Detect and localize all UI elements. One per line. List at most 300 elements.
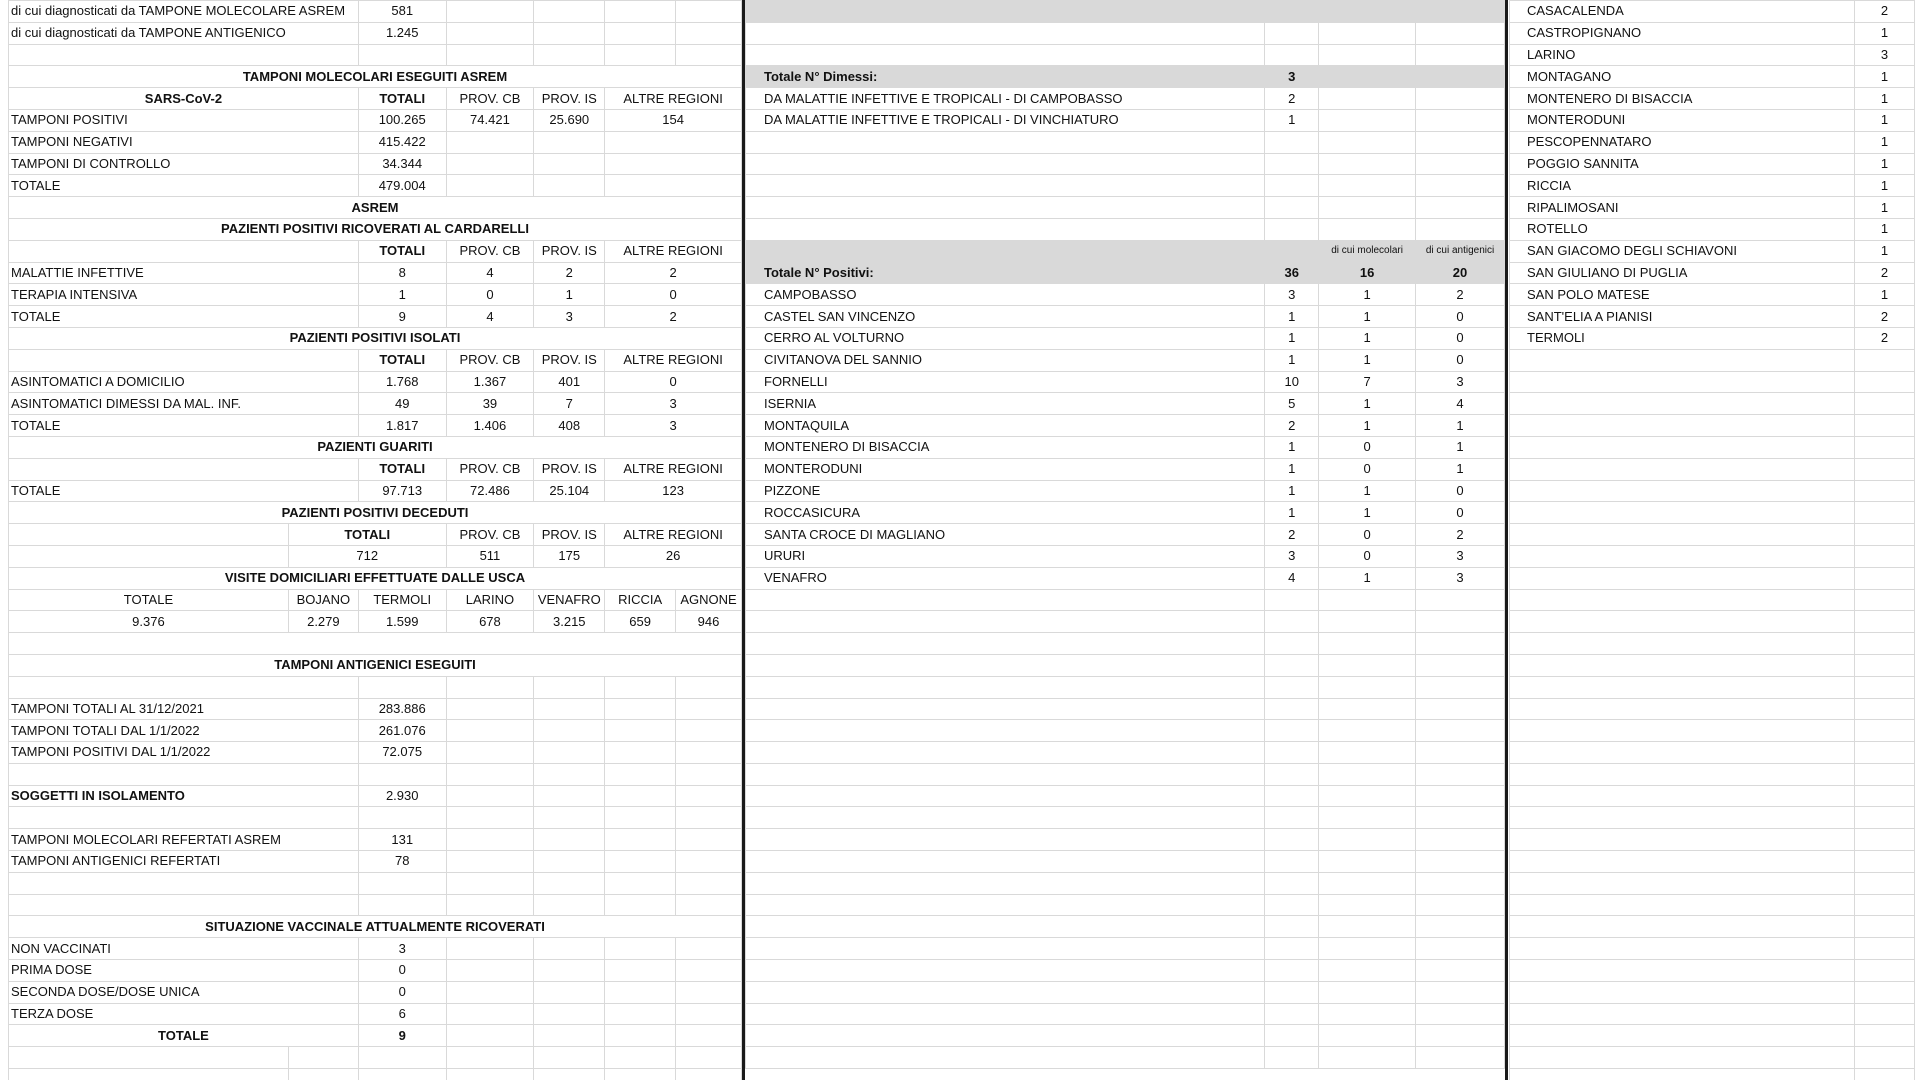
row-value: 131 xyxy=(358,829,446,851)
col-header: TOTALI xyxy=(358,88,446,110)
table-row xyxy=(9,960,742,982)
table-header-row xyxy=(9,589,742,611)
row-value: 3 xyxy=(358,938,446,960)
comune-value: 2 xyxy=(1855,262,1915,284)
row-label: TAMPONI TOTALI DAL 1/1/2022 xyxy=(9,720,359,742)
cell-antigenici: 3 xyxy=(1416,567,1505,589)
table-row xyxy=(1510,109,1915,131)
table-header-row xyxy=(9,524,742,546)
comune-name: VENAFRO xyxy=(746,567,1265,589)
cell-value: 3.215 xyxy=(534,611,605,633)
section-title-guariti: PAZIENTI GUARITI xyxy=(9,436,742,458)
cell-prov-is: 3 xyxy=(534,306,605,328)
row-value: 78 xyxy=(358,851,446,873)
cell-prov-is: 175 xyxy=(534,545,605,567)
row-label: TERAPIA INTENSIVA xyxy=(9,284,359,306)
positivi-label: Totale N° Positivi: xyxy=(746,262,1265,284)
cell-prov-cb: 0 xyxy=(446,284,534,306)
cell-altre-regioni: 0 xyxy=(605,371,742,393)
table-row xyxy=(1510,284,1915,306)
table-row xyxy=(1510,306,1915,328)
comune-value: 2 xyxy=(1855,1,1915,23)
row-label: TOTALE xyxy=(9,480,359,502)
row-label: TAMPONI POSITIVI xyxy=(9,109,359,131)
section-title-vaccinale: SITUAZIONE VACCINALE ATTUALMENTE RICOVERATI xyxy=(9,916,742,938)
col-header: TOTALE xyxy=(9,589,289,611)
table-row xyxy=(9,720,742,742)
row-label: TOTALE xyxy=(9,306,359,328)
comune-value: 1 xyxy=(1855,197,1915,219)
cell-prov-is: 25.690 xyxy=(534,109,605,131)
table-row xyxy=(9,22,742,44)
table-row xyxy=(1510,131,1915,153)
comune-name: CERRO AL VOLTURNO xyxy=(746,327,1265,349)
cell-antigenici: 0 xyxy=(1416,349,1505,371)
section-title-asrem: ASREM xyxy=(9,197,742,219)
cell-value: 678 xyxy=(446,611,534,633)
col-header: ALTRE REGIONI xyxy=(605,88,742,110)
cell-altre-regioni: 2 xyxy=(605,262,742,284)
table-header-row xyxy=(9,88,742,110)
comune-name: CASTROPIGNANO xyxy=(1510,22,1855,44)
comune-name: SANTA CROCE DI MAGLIANO xyxy=(746,524,1265,546)
table-row xyxy=(9,785,742,807)
col-header: PROV. IS xyxy=(534,240,605,262)
col-header: PROV. IS xyxy=(534,458,605,480)
positivi-total-row xyxy=(746,262,1505,284)
row-label: ASINTOMATICI A DOMICILIO xyxy=(9,371,359,393)
table-row xyxy=(9,306,742,328)
table-header-row xyxy=(9,240,742,262)
col-header: PROV. CB xyxy=(446,458,534,480)
table-row xyxy=(9,371,742,393)
section-title-deceduti: PAZIENTI POSITIVI DECEDUTI xyxy=(9,502,742,524)
cell-value: 9.376 xyxy=(9,611,289,633)
col-header: PROV. IS xyxy=(534,524,605,546)
table-row xyxy=(746,524,1505,546)
table-row xyxy=(746,480,1505,502)
table-row xyxy=(746,545,1505,567)
col-header: PROV. IS xyxy=(534,349,605,371)
cell-molecolari: 1 xyxy=(1319,327,1416,349)
table-row xyxy=(9,131,742,153)
table-row xyxy=(746,284,1505,306)
row-label: DA MALATTIE INFETTIVE E TROPICALI - DI CAMPOBASSO xyxy=(746,88,1265,110)
cell-antigenici: 4 xyxy=(1416,393,1505,415)
row-label: TAMPONI ANTIGENICI REFERTATI xyxy=(9,851,359,873)
comune-name: SAN GIACOMO DEGLI SCHIAVONI xyxy=(1510,240,1855,262)
row-label: PRIMA DOSE xyxy=(9,960,359,982)
cell-altre-regioni xyxy=(605,153,742,175)
cell-prov-cb: 4 xyxy=(446,262,534,284)
cell-prov-is xyxy=(534,175,605,197)
row-value: 72.075 xyxy=(358,742,446,764)
row-value: 261.076 xyxy=(358,720,446,742)
col-header-molecolari: di cui molecolari xyxy=(1319,240,1416,262)
table-row xyxy=(746,567,1505,589)
row-label: NON VACCINATI xyxy=(9,938,359,960)
cell-prov-is xyxy=(534,131,605,153)
table-row xyxy=(9,742,742,764)
cell-total: 1 xyxy=(1265,349,1319,371)
table-row xyxy=(746,393,1505,415)
cell-prov-is: 7 xyxy=(534,393,605,415)
comune-name: TERMOLI xyxy=(1510,327,1855,349)
comune-name: LARINO xyxy=(1510,44,1855,66)
comune-value: 1 xyxy=(1855,240,1915,262)
cell-totali: 1.768 xyxy=(358,371,446,393)
table-row xyxy=(9,981,742,1003)
cell-altre-regioni: 123 xyxy=(605,480,742,502)
table-row xyxy=(9,284,742,306)
row-value: 581 xyxy=(358,1,446,23)
table-row xyxy=(746,327,1505,349)
cell-total: 1 xyxy=(1265,327,1319,349)
section-title-antigenici: TAMPONI ANTIGENICI ESEGUITI xyxy=(9,654,742,676)
cell-prov-cb: 74.421 xyxy=(446,109,534,131)
row-label: TAMPONI MOLECOLARI REFERTATI ASREM xyxy=(9,829,359,851)
cell-molecolari: 1 xyxy=(1319,284,1416,306)
row-value: 1 xyxy=(1265,109,1319,131)
comune-name: ROCCASICURA xyxy=(746,502,1265,524)
comune-name: ROTELLO xyxy=(1510,218,1855,240)
row-label: TAMPONI POSITIVI DAL 1/1/2022 xyxy=(9,742,359,764)
comune-name: MONTAGANO xyxy=(1510,66,1855,88)
positivi-total-antigenici: 20 xyxy=(1416,262,1505,284)
table-row xyxy=(9,1,742,23)
cell-prov-is: 408 xyxy=(534,415,605,437)
table-header-row xyxy=(9,458,742,480)
row-label: TAMPONI TOTALI AL 31/12/2021 xyxy=(9,698,359,720)
comune-name: CASTEL SAN VINCENZO xyxy=(746,306,1265,328)
comune-name: CIVITANOVA DEL SANNIO xyxy=(746,349,1265,371)
cell-prov-is: 2 xyxy=(534,262,605,284)
col-header: PROV. CB xyxy=(446,524,534,546)
row-label: TOTALE xyxy=(9,415,359,437)
cell-total: 3 xyxy=(1265,284,1319,306)
cell-molecolari: 1 xyxy=(1319,480,1416,502)
comune-value: 1 xyxy=(1855,22,1915,44)
table-row xyxy=(746,415,1505,437)
row-value: 9 xyxy=(358,1025,446,1047)
col-header: ALTRE REGIONI xyxy=(605,458,742,480)
section-subtitle: SARS-CoV-2 xyxy=(9,88,359,110)
cell-molecolari: 1 xyxy=(1319,306,1416,328)
cell-altre-regioni: 3 xyxy=(605,393,742,415)
cell-value: 946 xyxy=(676,611,742,633)
comune-value: 1 xyxy=(1855,131,1915,153)
table-row xyxy=(746,88,1505,110)
comune-name: MONTAQUILA xyxy=(746,415,1265,437)
comune-value: 2 xyxy=(1855,327,1915,349)
row-label: ASINTOMATICI DIMESSI DA MAL. INF. xyxy=(9,393,359,415)
row-value: 0 xyxy=(358,981,446,1003)
cell-antigenici: 0 xyxy=(1416,502,1505,524)
cell-antigenici: 1 xyxy=(1416,415,1505,437)
table-row xyxy=(746,306,1505,328)
table-row xyxy=(9,480,742,502)
cell-total: 2 xyxy=(1265,524,1319,546)
col-header: ALTRE REGIONI xyxy=(605,240,742,262)
table-row xyxy=(9,545,742,567)
comune-name: PIZZONE xyxy=(746,480,1265,502)
cell-value: 659 xyxy=(605,611,676,633)
row-value: 0 xyxy=(358,960,446,982)
table-row xyxy=(9,109,742,131)
table-row xyxy=(1510,327,1915,349)
cell-molecolari: 1 xyxy=(1319,349,1416,371)
cell-prov-is: 25.104 xyxy=(534,480,605,502)
cell-prov-cb: 72.486 xyxy=(446,480,534,502)
cell-altre-regioni xyxy=(605,175,742,197)
cell-totali: 415.422 xyxy=(358,131,446,153)
table-row xyxy=(1510,175,1915,197)
table-row xyxy=(1510,153,1915,175)
col-header: ALTRE REGIONI xyxy=(605,349,742,371)
cell-antigenici: 0 xyxy=(1416,327,1505,349)
table-row xyxy=(9,415,742,437)
cell-totali: 712 xyxy=(288,545,446,567)
cell-altre-regioni: 3 xyxy=(605,415,742,437)
cell-prov-cb: 1.406 xyxy=(446,415,534,437)
cell-antigenici: 0 xyxy=(1416,306,1505,328)
table-row xyxy=(9,262,742,284)
cell-total: 1 xyxy=(1265,502,1319,524)
comune-name: ISERNIA xyxy=(746,393,1265,415)
cell-antigenici: 2 xyxy=(1416,524,1505,546)
table-row xyxy=(1510,218,1915,240)
cell-total: 5 xyxy=(1265,393,1319,415)
cell-prov-is xyxy=(534,153,605,175)
table-row xyxy=(1510,44,1915,66)
cell-totali: 1 xyxy=(358,284,446,306)
cell-prov-cb xyxy=(446,153,534,175)
cell-total: 1 xyxy=(1265,480,1319,502)
table-header-row xyxy=(746,240,1505,262)
section-title-isolati: PAZIENTI POSITIVI ISOLATI xyxy=(9,327,742,349)
table-row xyxy=(9,829,742,851)
col-header: TERMOLI xyxy=(358,589,446,611)
cell-value: 2.279 xyxy=(288,611,358,633)
cell-total: 1 xyxy=(1265,306,1319,328)
table-row xyxy=(1510,88,1915,110)
comune-name: URURI xyxy=(746,545,1265,567)
comune-value: 1 xyxy=(1855,66,1915,88)
cell-totali: 9 xyxy=(358,306,446,328)
comune-value: 1 xyxy=(1855,175,1915,197)
dimessi-total-row xyxy=(746,66,1505,88)
cell-prov-cb xyxy=(446,131,534,153)
cell-altre-regioni xyxy=(605,131,742,153)
table-row xyxy=(9,938,742,960)
col-header: RICCIA xyxy=(605,589,676,611)
cell-altre-regioni: 154 xyxy=(605,109,742,131)
cell-totali: 49 xyxy=(358,393,446,415)
cell-antigenici: 1 xyxy=(1416,436,1505,458)
col-header: ALTRE REGIONI xyxy=(605,524,742,546)
cell-totali: 479.004 xyxy=(358,175,446,197)
cell-total: 1 xyxy=(1265,436,1319,458)
row-label: TAMPONI NEGATIVI xyxy=(9,131,359,153)
cell-value: 1.599 xyxy=(358,611,446,633)
cell-prov-cb: 39 xyxy=(446,393,534,415)
cell-antigenici: 3 xyxy=(1416,371,1505,393)
comune-value: 1 xyxy=(1855,284,1915,306)
row-label: di cui diagnosticati da TAMPONE ANTIGENICO xyxy=(9,22,359,44)
row-value: 1.245 xyxy=(358,22,446,44)
comune-name: FORNELLI xyxy=(746,371,1265,393)
col-header: TOTALI xyxy=(358,458,446,480)
cell-prov-is: 1 xyxy=(534,284,605,306)
table-row xyxy=(746,502,1505,524)
cell-totali: 34.344 xyxy=(358,153,446,175)
section-title-ricoverati: PAZIENTI POSITIVI RICOVERATI AL CARDARELLI xyxy=(9,218,742,240)
comune-name: RIPALIMOSANI xyxy=(1510,197,1855,219)
table-row xyxy=(9,611,742,633)
comune-name: MONTENERO DI BISACCIA xyxy=(746,436,1265,458)
right-report-table xyxy=(1509,0,1915,1080)
row-label: TOTALE xyxy=(9,1025,359,1047)
table-row xyxy=(746,349,1505,371)
table-row xyxy=(9,698,742,720)
cell-molecolari: 1 xyxy=(1319,567,1416,589)
table-row xyxy=(1510,262,1915,284)
table-row xyxy=(746,109,1505,131)
cell-antigenici: 1 xyxy=(1416,458,1505,480)
middle-report-panel xyxy=(745,0,1505,1080)
table-row xyxy=(1510,240,1915,262)
right-report-panel xyxy=(1509,0,1917,1080)
left-report-table xyxy=(8,0,742,1080)
cell-totali: 1.817 xyxy=(358,415,446,437)
comune-name: SAN GIULIANO DI PUGLIA xyxy=(1510,262,1855,284)
section-title-usca: VISITE DOMICILIARI EFFETTUATE DALLE USCA xyxy=(9,567,742,589)
table-row xyxy=(9,851,742,873)
cell-molecolari: 7 xyxy=(1319,371,1416,393)
positivi-total: 36 xyxy=(1265,262,1319,284)
col-header: PROV. IS xyxy=(534,88,605,110)
table-row xyxy=(1510,22,1915,44)
table-row xyxy=(746,371,1505,393)
row-label: MALATTIE INFETTIVE xyxy=(9,262,359,284)
cell-totali: 8 xyxy=(358,262,446,284)
table-row xyxy=(1510,1,1915,23)
cell-antigenici: 2 xyxy=(1416,284,1505,306)
col-header: PROV. CB xyxy=(446,240,534,262)
left-report-panel xyxy=(8,0,742,1080)
table-row xyxy=(9,153,742,175)
cell-prov-cb: 511 xyxy=(446,545,534,567)
cell-molecolari: 1 xyxy=(1319,415,1416,437)
col-header: PROV. CB xyxy=(446,88,534,110)
cell-total: 3 xyxy=(1265,545,1319,567)
row-label: SOGGETTI IN ISOLAMENTO xyxy=(9,785,359,807)
row-label: TAMPONI DI CONTROLLO xyxy=(9,153,359,175)
comune-name: MONTENERO DI BISACCIA xyxy=(1510,88,1855,110)
table-header-row xyxy=(9,349,742,371)
comune-name: SANT'ELIA A PIANISI xyxy=(1510,306,1855,328)
middle-report-table xyxy=(745,0,1505,1069)
col-header: AGNONE xyxy=(676,589,742,611)
cell-molecolari: 0 xyxy=(1319,436,1416,458)
cell-totali: 100.265 xyxy=(358,109,446,131)
comune-name: MONTERODUNI xyxy=(746,458,1265,480)
comune-value: 1 xyxy=(1855,218,1915,240)
col-header-antigenici: di cui antigenici xyxy=(1416,240,1505,262)
cell-altre-regioni: 26 xyxy=(605,545,742,567)
cell-molecolari: 1 xyxy=(1319,393,1416,415)
cell-total: 10 xyxy=(1265,371,1319,393)
row-label: TERZA DOSE xyxy=(9,1003,359,1025)
cell-altre-regioni: 2 xyxy=(605,306,742,328)
col-header: LARINO xyxy=(446,589,534,611)
table-row xyxy=(9,1003,742,1025)
cell-molecolari: 0 xyxy=(1319,524,1416,546)
row-value: 2 xyxy=(1265,88,1319,110)
cell-antigenici: 0 xyxy=(1416,480,1505,502)
comune-value: 1 xyxy=(1855,88,1915,110)
cell-molecolari: 0 xyxy=(1319,545,1416,567)
cell-totali: 97.713 xyxy=(358,480,446,502)
row-value: 2.930 xyxy=(358,785,446,807)
col-header: TOTALI xyxy=(358,240,446,262)
comune-name: CASACALENDA xyxy=(1510,1,1855,23)
col-header: PROV. CB xyxy=(446,349,534,371)
cell-prov-cb: 1.367 xyxy=(446,371,534,393)
table-row xyxy=(9,175,742,197)
section-title-molecolari: TAMPONI MOLECOLARI ESEGUITI ASREM xyxy=(9,66,742,88)
comune-name: SAN POLO MATESE xyxy=(1510,284,1855,306)
cell-prov-cb: 4 xyxy=(446,306,534,328)
cell-prov-cb xyxy=(446,175,534,197)
comune-value: 1 xyxy=(1855,109,1915,131)
row-label: DA MALATTIE INFETTIVE E TROPICALI - DI VINCHIATURO xyxy=(746,109,1265,131)
row-label: di cui diagnosticati da TAMPONE MOLECOLARE ASREM xyxy=(9,1,359,23)
row-value: 283.886 xyxy=(358,698,446,720)
cell-prov-is: 401 xyxy=(534,371,605,393)
comune-value: 2 xyxy=(1855,306,1915,328)
comune-value: 1 xyxy=(1855,153,1915,175)
cell-molecolari: 1 xyxy=(1319,502,1416,524)
positivi-total-molecolari: 16 xyxy=(1319,262,1416,284)
comune-name: CAMPOBASSO xyxy=(746,284,1265,306)
table-row xyxy=(746,458,1505,480)
col-header: TOTALI xyxy=(288,524,446,546)
table-row xyxy=(1510,197,1915,219)
table-row xyxy=(1510,66,1915,88)
col-header: BOJANO xyxy=(288,589,358,611)
comune-name: MONTERODUNI xyxy=(1510,109,1855,131)
col-header: VENAFRO xyxy=(534,589,605,611)
cell-total: 4 xyxy=(1265,567,1319,589)
comune-name: PESCOPENNATARO xyxy=(1510,131,1855,153)
cell-total: 1 xyxy=(1265,458,1319,480)
cell-antigenici: 3 xyxy=(1416,545,1505,567)
cell-total: 2 xyxy=(1265,415,1319,437)
comune-value: 3 xyxy=(1855,44,1915,66)
dimessi-total: 3 xyxy=(1265,66,1319,88)
column-divider xyxy=(1505,0,1508,1080)
table-row xyxy=(746,436,1505,458)
comune-name: RICCIA xyxy=(1510,175,1855,197)
col-header: TOTALI xyxy=(358,349,446,371)
table-row xyxy=(9,393,742,415)
row-label: SECONDA DOSE/DOSE UNICA xyxy=(9,981,359,1003)
table-row-total xyxy=(9,1025,742,1047)
row-value: 6 xyxy=(358,1003,446,1025)
comune-name: POGGIO SANNITA xyxy=(1510,153,1855,175)
row-label: TOTALE xyxy=(9,175,359,197)
